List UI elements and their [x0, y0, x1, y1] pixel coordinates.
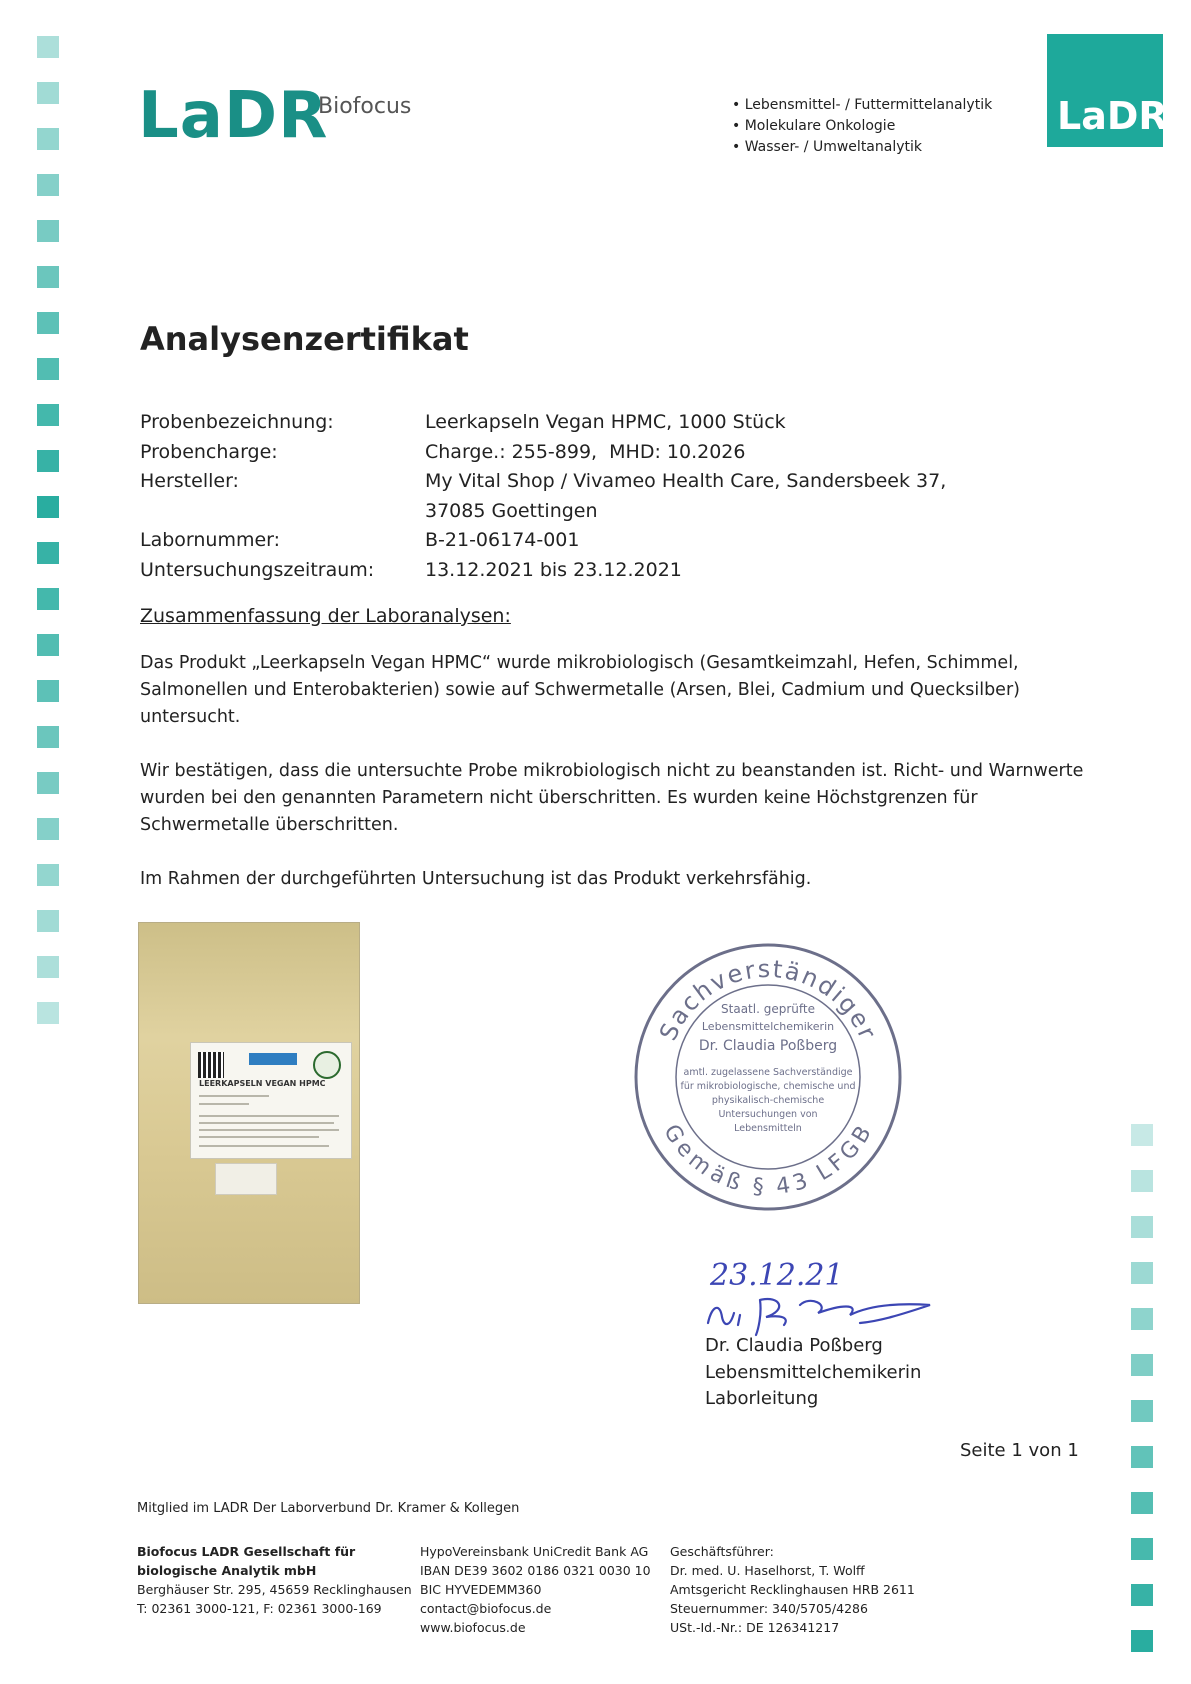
company-address: Berghäuser Str. 295, 45659 Recklinghausen: [137, 1582, 412, 1597]
decor-square: [37, 220, 59, 242]
decor-square: [37, 726, 59, 748]
info-label: Hersteller:: [140, 470, 239, 492]
service-item: • Lebensmittel- / Futtermittelanalytik: [732, 95, 992, 116]
info-label: Probenbezeichnung:: [140, 411, 334, 433]
decor-square: [37, 128, 59, 150]
info-row: [140, 467, 1040, 526]
footer-bank: [420, 1542, 651, 1637]
page-title: Analysenzertifikat: [140, 320, 469, 358]
decor-square: [37, 358, 59, 380]
managers-label: Geschäftsführer:: [670, 1544, 774, 1559]
signer-title: Lebensmittelchemikerin: [705, 1361, 922, 1383]
decor-square: [37, 82, 59, 104]
info-value: Leerkapseln Vegan HPMC, 1000 Stück: [425, 411, 786, 433]
tax-number: Steuernummer: 340/5705/4286: [670, 1601, 868, 1616]
decor-square: [37, 956, 59, 978]
label-text-line: [199, 1136, 319, 1138]
decor-square: [37, 312, 59, 334]
handwritten-signature: [700, 1255, 960, 1345]
signer-block: [705, 1333, 921, 1413]
footer-management: [670, 1542, 915, 1637]
official-stamp: [628, 937, 908, 1217]
info-row: [140, 556, 1040, 586]
manufacturer-line: 37085 Goettingen: [425, 499, 598, 522]
bank-name: HypoVereinsbank UniCredit Bank AG: [420, 1544, 649, 1559]
website-link[interactable]: www.biofocus.de: [420, 1620, 526, 1635]
membership-note: Mitglied im LADR Der Laborverbund Dr. Kramer & Kollegen: [137, 1501, 520, 1516]
decor-square: [37, 910, 59, 932]
label-text-line: [199, 1145, 329, 1147]
vegan-badge-icon: [313, 1051, 341, 1079]
decor-square: [37, 450, 59, 472]
decor-square: [1131, 1584, 1153, 1606]
decor-square: [37, 404, 59, 426]
stamp-line: Dr. Claudia Poßberg: [698, 1038, 838, 1054]
label-text-line: [199, 1129, 339, 1131]
decor-square: [1131, 1354, 1153, 1376]
info-value: [425, 467, 1040, 526]
brand-logo: [249, 1053, 297, 1065]
decor-square: [37, 542, 59, 564]
summary-heading: Zusammenfassung der Laboranalysen:: [140, 605, 511, 627]
stamp-line: Lebensmittelchemikerin: [701, 1020, 835, 1033]
decor-square: [37, 634, 59, 656]
qr-code-icon: [198, 1052, 224, 1078]
label-text-line: [199, 1115, 339, 1117]
service-item: • Wasser- / Umweltanalytik: [732, 137, 992, 158]
stamp-line: physikalisch-chemische: [711, 1095, 825, 1106]
info-row: [140, 408, 1040, 438]
signature-date: 23.12.21: [710, 1258, 844, 1293]
managers: Dr. med. U. Haselhorst, T. Wolff: [670, 1563, 865, 1578]
stamp-bottom-arc: Gemäß § 43 LFGB: [658, 1120, 878, 1201]
signer-role: Laborleitung: [705, 1388, 819, 1409]
stamp-line: Lebensmitteln: [734, 1123, 802, 1134]
summary-paragraph: Im Rahmen der durchgeführten Untersuchung ist das Produkt verkehrsfähig.: [140, 869, 812, 889]
product-label-title: LEERKAPSELN VEGAN HPMC: [199, 1079, 326, 1088]
sample-info: [140, 408, 1040, 585]
info-value: 13.12.2021 bis 23.12.2021: [425, 558, 682, 581]
decor-square: [37, 588, 59, 610]
stamp-line: für mikrobiologische, chemische und: [680, 1081, 856, 1092]
stamp-line: Staatl. geprüfte: [721, 1002, 815, 1016]
decor-square: [1131, 1308, 1153, 1330]
decor-square: [37, 266, 59, 288]
company-phone: T: 02361 3000-121, F: 02361 3000-169: [137, 1601, 382, 1616]
stamp-line: Untersuchungen von: [718, 1109, 818, 1120]
decor-square: [1131, 1400, 1153, 1422]
stamp-line: amtl. zugelassene Sachverständige: [683, 1067, 853, 1078]
info-label: Labornummer:: [140, 529, 281, 551]
bank-bic: BIC HYVEDEMM360: [420, 1582, 542, 1597]
decor-square: [1131, 1262, 1153, 1284]
footer-company: [137, 1542, 412, 1618]
service-item: • Molekulare Onkologie: [732, 116, 992, 137]
decor-square: [37, 36, 59, 58]
email-link[interactable]: contact@biofocus.de: [420, 1601, 552, 1616]
label-text-line: [199, 1103, 249, 1105]
info-value: Charge.: 255-899, MHD: 10.2026: [425, 440, 746, 463]
decor-square: [37, 818, 59, 840]
company-name: Biofocus LADR Gesellschaft für: [137, 1544, 356, 1559]
signature-stroke: [708, 1299, 930, 1335]
decor-square: [1131, 1538, 1153, 1560]
decor-square: [37, 1002, 59, 1024]
services-list: [732, 95, 992, 158]
decor-square: [37, 864, 59, 886]
info-label: Untersuchungszeitraum:: [140, 558, 375, 581]
page-number: Seite 1 von 1: [960, 1440, 1079, 1461]
product-label: [190, 1042, 352, 1159]
info-row: [140, 438, 1040, 468]
logo-subtitle: Biofocus: [318, 94, 412, 119]
decor-square: [37, 496, 59, 518]
batch-sticker: [215, 1163, 277, 1195]
stamp-top-arc: Sachverständiger: [653, 954, 883, 1045]
label-text-line: [199, 1095, 269, 1097]
decor-square: [1131, 1170, 1153, 1192]
decor-square: [1131, 1630, 1153, 1652]
signer-name: Dr. Claudia Poßberg: [705, 1335, 883, 1356]
decor-square: [1131, 1492, 1153, 1514]
decor-square: [37, 772, 59, 794]
decor-square: [37, 174, 59, 196]
decor-square: [1131, 1216, 1153, 1238]
info-row: [140, 526, 1040, 556]
summary-paragraph: Das Produkt „Leerkapseln Vegan HPMC“ wurde mikrobiologisch (Gesamtkeimzahl, Hefen, Schimmel, Salmonellen und Enterobakterien) sowie auf Schwermetalle (Arsen, Blei, Cadmium und Quecksilber) untersucht.: [140, 653, 1020, 727]
box-logo-text: LaDR: [1057, 94, 1168, 138]
bank-iban: IBAN DE39 3602 0186 0321 0030 10: [420, 1563, 651, 1578]
decor-square: [1131, 1446, 1153, 1468]
ladr-logo: LaDR: [138, 79, 329, 153]
summary-paragraph: Wir bestätigen, dass die untersuchte Probe mikrobiologisch nicht zu beanstanden ist. Richt- und Warnwerte wurden bei den genannten Parametern nicht überschritten. Es wurden keine Höchstgrenzen für Schwermetalle überschritten.: [140, 761, 1084, 835]
company-name: biologische Analytik mbH: [137, 1563, 317, 1578]
decor-square: [37, 680, 59, 702]
vat-id: USt.-Id.-Nr.: DE 126341217: [670, 1620, 840, 1635]
decor-square: [1131, 1124, 1153, 1146]
court-register: Amtsgericht Recklinghausen HRB 2611: [670, 1582, 915, 1597]
info-label: Probencharge:: [140, 440, 278, 463]
ladr-box-logo: [1047, 34, 1168, 147]
info-value: B-21-06174-001: [425, 529, 580, 551]
manufacturer-line: My Vital Shop / Vivameo Health Care, Sandersbeek 37,: [425, 470, 947, 492]
label-text-line: [199, 1122, 334, 1124]
